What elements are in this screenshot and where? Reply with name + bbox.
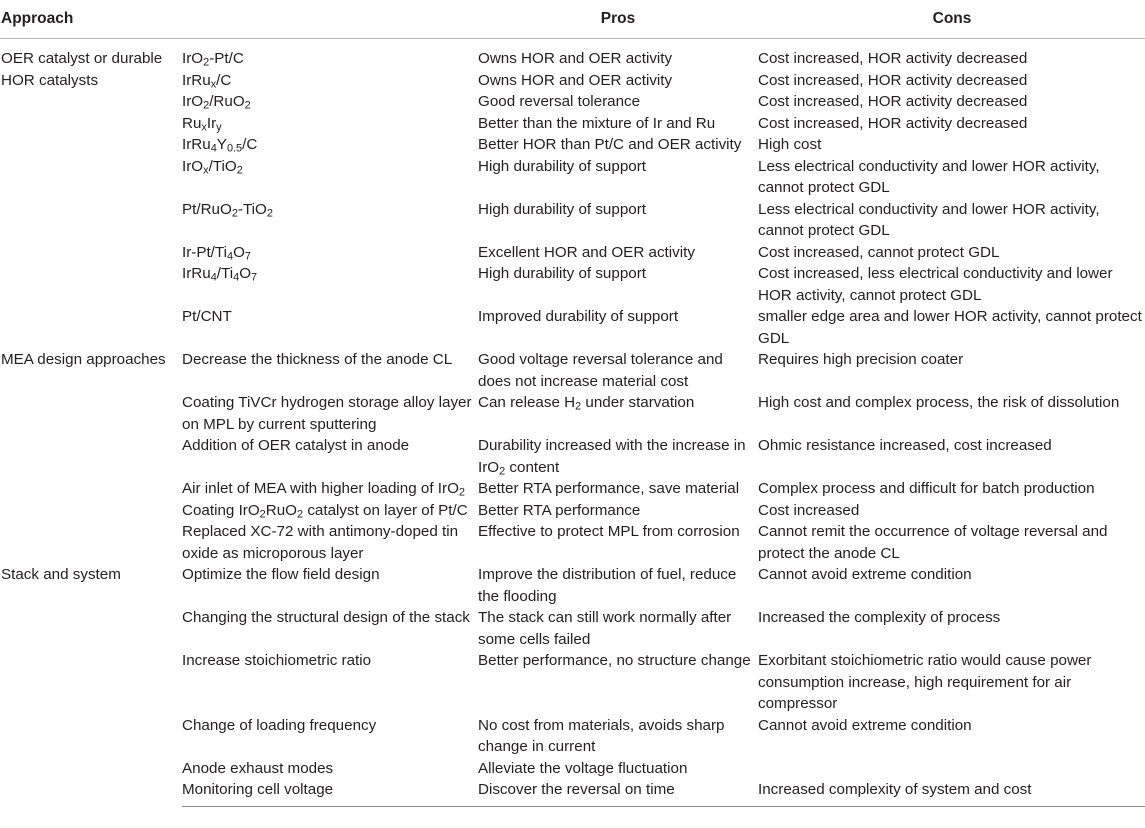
method-cell: Air inlet of MEA with higher loading of IrO$_2$ xyxy=(182,480,465,499)
pros-cell: The stack can still work normally after some cells failed xyxy=(478,609,732,648)
cons-cell: Increased complexity of system and cost xyxy=(758,779,1145,806)
method-cell: IrO$_2$/RuO$_2$ xyxy=(182,93,251,112)
pros-cell: Can release $H_2$ under starvation xyxy=(478,394,695,413)
pros-cell: Improve the distribution of fuel, reduce the flooding xyxy=(478,566,737,605)
pros-cell: Excellent HOR and OER activity xyxy=(478,243,695,261)
cons-cell xyxy=(758,758,1145,780)
method-cell: Change of loading frequency xyxy=(182,716,377,734)
method-cell: Coating IrO$_2$RuO$_2$ catalyst on layer of Pt/C xyxy=(182,501,468,521)
approach-group-label: MEA design approaches xyxy=(1,351,166,368)
method-cell: Pt/CNT xyxy=(182,308,232,325)
approach-group-label: OER catalyst or durable HOR catalysts xyxy=(1,50,163,89)
method-cell: Increase stoichiometric ratio xyxy=(182,652,372,669)
method-cell: Decrease the thickness of the anode CL xyxy=(182,351,453,368)
cons-cell: High cost xyxy=(758,136,822,153)
cons-cell: Cost increased, less electrical conductivity and lower HOR activity, cannot protect GDL xyxy=(758,265,1113,304)
method-cell: Optimize the flow field design xyxy=(182,566,380,583)
pros-cell: Good voltage reversal tolerance and does not increase material cost xyxy=(478,351,723,390)
header-approach: Approach xyxy=(0,0,182,39)
cons-cell: Complex process and difficult for batch production xyxy=(758,480,1095,497)
cons-cell: smaller edge area and lower HOR activity, cannot protect GDL xyxy=(758,308,1142,347)
pros-cell: Alleviate the voltage fluctuation xyxy=(478,759,688,777)
cons-cell: Ohmic resistance increased, cost increased xyxy=(758,437,1052,454)
cons-cell: Cost increased, HOR activity decreased xyxy=(758,114,1028,132)
pros-cell: Owns HOR and OER activity xyxy=(478,71,673,89)
table-row xyxy=(0,349,1145,392)
approach-group-label: Stack and system xyxy=(1,566,121,583)
pros-cell: High durability of support xyxy=(478,157,646,175)
method-cell: $IrRu_4/Ti_4O_7$ xyxy=(182,265,258,284)
pros-cell: Discover the reversal on time xyxy=(478,779,758,806)
pros-cell: Better RTA performance xyxy=(478,501,641,519)
pros-cell: Improved durability of support xyxy=(478,308,679,325)
header-pros: Pros xyxy=(478,0,758,39)
method-cell: Pt/RuO$_2$-TiO$_2$ xyxy=(182,200,273,220)
cons-cell: Cost increased xyxy=(758,501,860,519)
header-row xyxy=(0,0,1145,39)
pros-cell: Better than the mixture of Ir and Ru xyxy=(478,114,716,132)
table-row xyxy=(0,39,1145,70)
cons-cell: Cost increased, HOR activity decreased xyxy=(758,93,1028,110)
method-cell: Addition of OER catalyst in anode xyxy=(182,437,410,454)
header-method xyxy=(182,0,478,39)
method-cell: IrO$_x$/TiO$_2$ xyxy=(182,157,243,177)
cons-cell: Cost increased, cannot protect GDL xyxy=(758,243,1000,261)
method-cell: Coating TiVCr hydrogen storage alloy layer on MPL by current sputtering xyxy=(182,394,472,433)
pros-cell: Durability increased with the increase in IrO$_2$ content xyxy=(478,437,746,478)
cons-cell: Cannot avoid extreme condition xyxy=(758,716,972,734)
cons-cell: Requires high precision coater xyxy=(758,351,964,368)
cons-cell: Cannot avoid extreme condition xyxy=(758,566,972,583)
pros-cell: Better performance, no structure change xyxy=(478,652,751,669)
cons-cell: Cost increased, HOR activity decreased xyxy=(758,71,1028,89)
cons-cell: Exorbitant stoichiometric ratio would cause power consumption increase, high requirement for air compressor xyxy=(758,652,1092,712)
method-cell: Replaced XC-72 with antimony-doped tin oxide as microporous layer xyxy=(182,523,459,562)
cons-cell: Cost increased, HOR activity decreased xyxy=(758,50,1028,67)
method-cell: IrO$_2$-Pt/C xyxy=(182,50,244,69)
cons-cell: Increased the complexity of process xyxy=(758,609,1001,626)
cons-cell: Cannot remit the occurrence of voltage reversal and protect the anode CL xyxy=(758,523,1108,562)
pros-cell: No cost from materials, avoids sharp change in current xyxy=(478,716,725,755)
header-cons: Cons xyxy=(758,0,1145,39)
pros-cell: Better RTA performance, save material xyxy=(478,480,740,497)
method-cell: $Ru_xIr_y$ xyxy=(182,114,222,134)
method-cell: IrRu$_x$/C xyxy=(182,71,232,91)
method-cell: $Ir-Pt/Ti_4O_7$ xyxy=(182,243,252,263)
pros-cell: Owns HOR and OER activity xyxy=(478,50,673,67)
method-cell: Changing the structural design of the stack xyxy=(182,609,470,626)
method-cell: $IrRu_4Y_{0.5}/C$ xyxy=(182,136,258,155)
method-cell: Monitoring cell voltage xyxy=(182,779,478,806)
pros-cell: Good reversal tolerance xyxy=(478,93,641,110)
pros-cell: Effective to protect MPL from corrosion xyxy=(478,523,740,540)
pros-cell: Better HOR than Pt/C and OER activity xyxy=(478,136,742,153)
table-body xyxy=(0,39,1145,807)
pros-cell: High durability of support xyxy=(478,265,646,282)
cons-cell: Less electrical conductivity and lower HOR activity, cannot protect GDL xyxy=(758,157,1100,196)
method-cell: Anode exhaust modes xyxy=(182,759,334,777)
pros-cell: High durability of support xyxy=(478,200,646,218)
table-row xyxy=(0,564,1145,607)
cons-cell: Less electrical conductivity and lower HOR activity, cannot protect GDL xyxy=(758,200,1100,239)
cons-cell: High cost and complex process, the risk of dissolution xyxy=(758,394,1120,411)
